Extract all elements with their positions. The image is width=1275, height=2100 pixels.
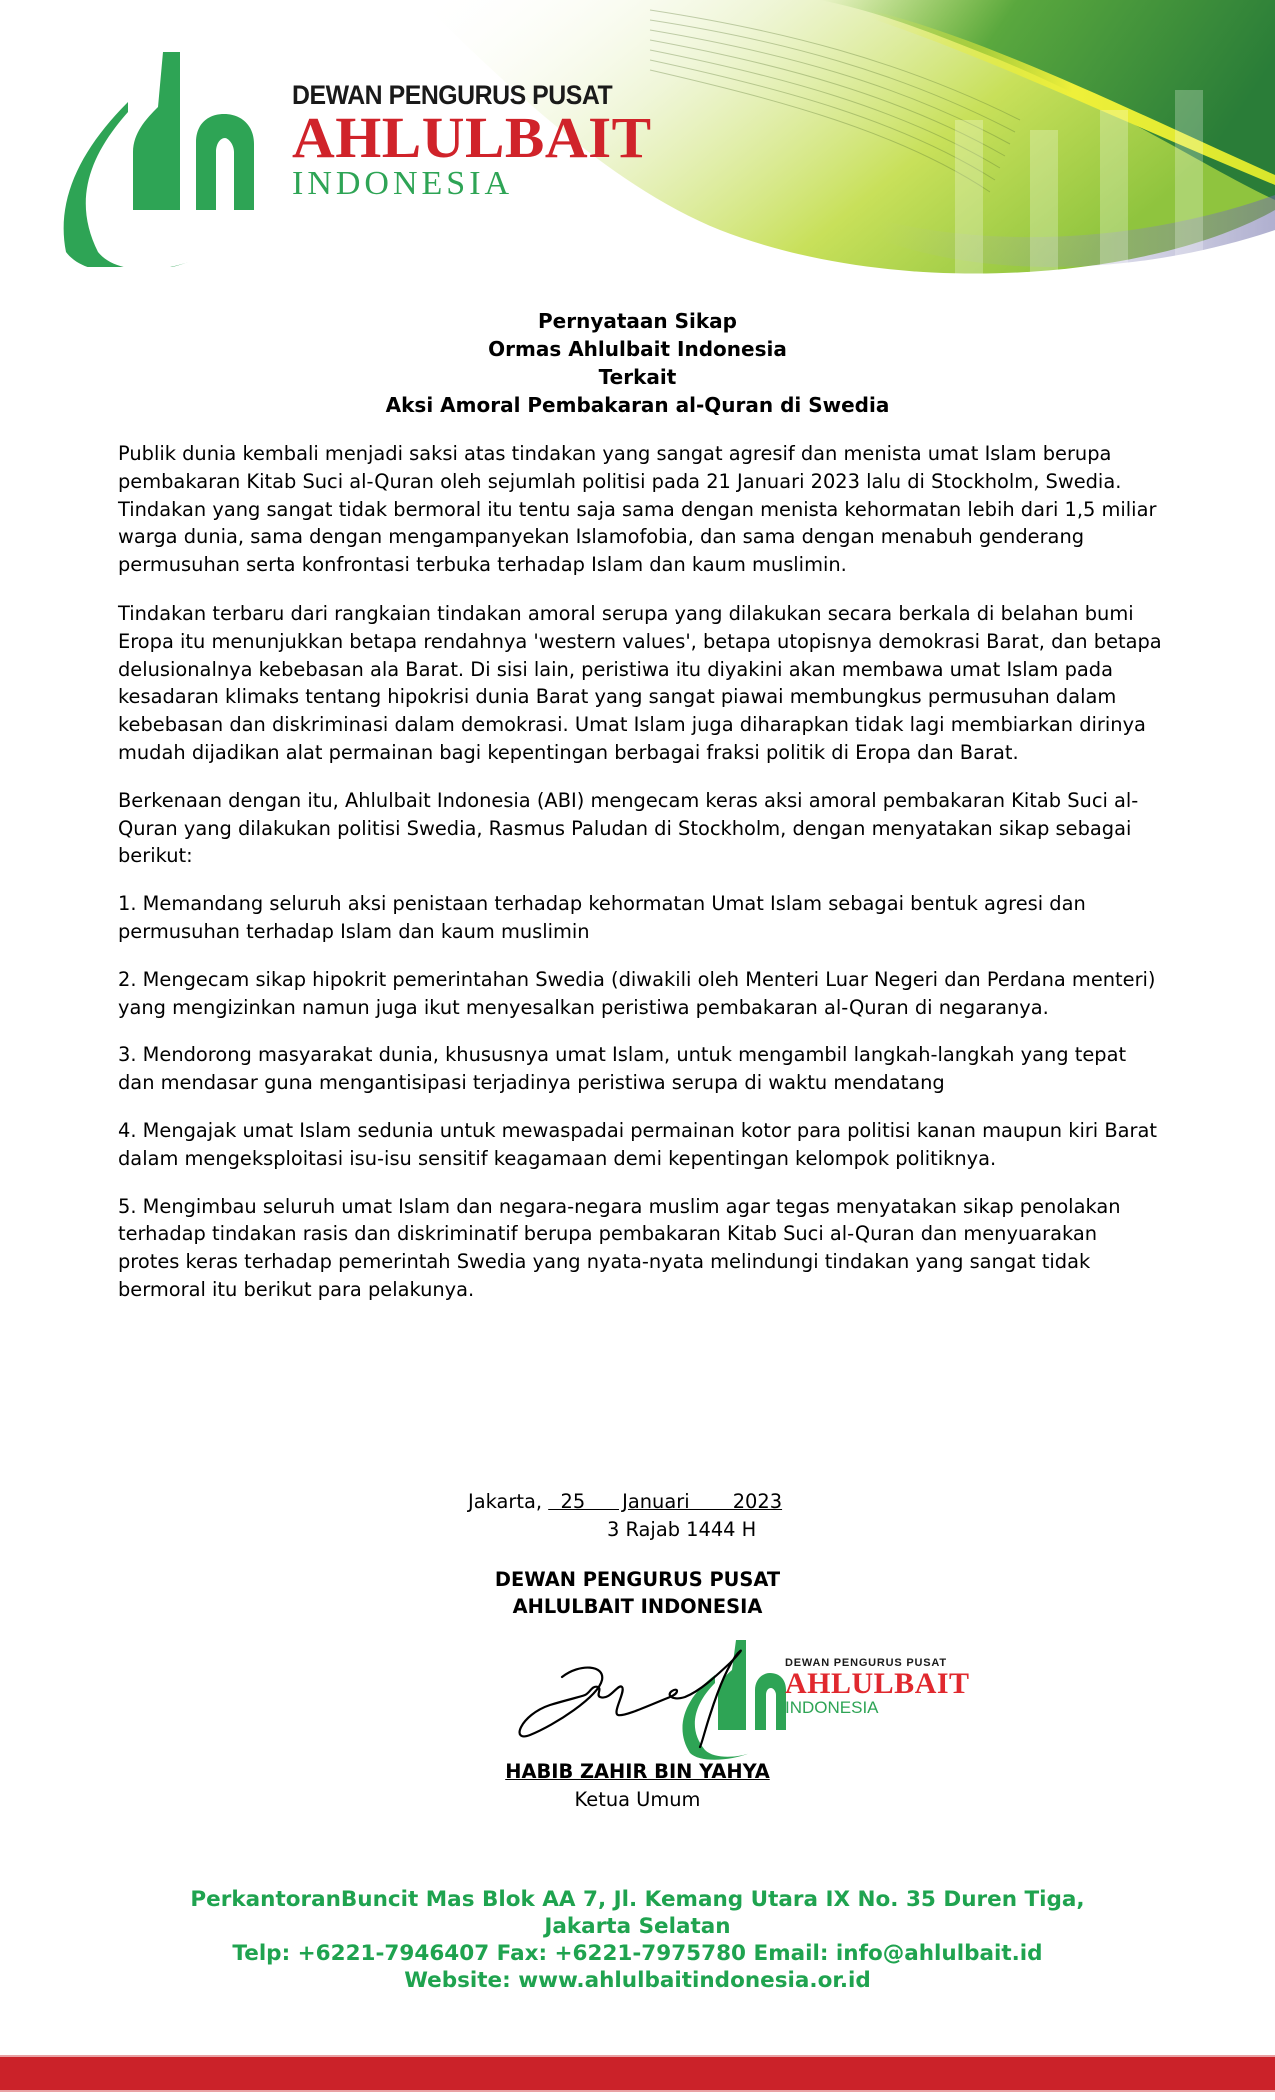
org-line-2: AHLULBAIT INDONESIA (512, 1595, 763, 1618)
signer-title: Ketua Umum (574, 1788, 701, 1811)
logo-dpp-text: DEWAN PENGURUS PUSAT (292, 80, 613, 110)
logo-ahlulbait-text: AHLULBAIT (292, 105, 652, 170)
signer-name: HABIB ZAHIR BIN YAHYA (505, 1760, 770, 1783)
signer (0, 1758, 1275, 1814)
stamp-ahlulbait-text: AHLULBAIT (785, 1667, 970, 1700)
document-title (0, 307, 1275, 419)
point-3: 3. Mendorong masyarakat dunia, khususnya umat Islam, untuk mengambil langkah-langkah yang tepat dan mendasar guna mengantisipasi terjadinya peristiwa serupa di waktu mendatang (118, 1043, 1127, 1095)
paragraph-context: Tindakan terbaru dari rangkaian tindakan amoral serupa yang dilakukan secara berkala di belahan bumi Eropa itu menunjukkan betapa rendahnya 'western values', betapa utopisnya demokrasi Barat, dan betapa delusionalnya kebebasan ala Barat. Di sisi lain, peristiwa itu diyakini akan membawa umat Islam pada kesadaran klimaks tentang hipokrisi dunia Barat yang sangat piawai membungkus permusuhan dalam kebebasan dan diskriminasi dalam demokrasi. Umat Islam juga diharapkan tidak lagi membiarkan dirinya mudah dijadikan alat permainan bagi kepentingan berbagai fraksi politik di Eropa dan Barat. (118, 601, 1162, 764)
title-line-2: Ormas Ahlulbait Indonesia (488, 337, 787, 361)
date-line (468, 1488, 782, 1516)
gregorian-date: 25 Januari 2023 (548, 1490, 783, 1513)
stamp-wordmark (785, 1657, 970, 1718)
footer-address-line-2: Jakarta Selatan (544, 1914, 731, 1939)
footer-address-line-1: PerkantoranBuncit Mas Blok AA 7, Jl. Kemang Utara IX No. 35 Duren Tiga, (190, 1887, 1085, 1912)
title-line-1: Pernyataan Sikap (538, 309, 737, 333)
logo-indonesia-text: INDONESIA (292, 165, 514, 202)
paragraph-statement: Berkenaan dengan itu, Ahlulbait Indonesia (ABI) mengecam keras aksi amoral pembakaran Kitab Suci al-Quran yang dilakukan politisi Swedia, Rasmus Paludan di Stockholm, dengan menyatakan sikap sebagai berikut: (118, 788, 1139, 868)
footer-contact: Telp: +6221-7946407 Fax: +6221-7975780 Email: info@ahlulbait.id (232, 1941, 1043, 1966)
stamp-dpp-text: DEWAN PENGURUS PUSAT (785, 1657, 947, 1669)
footer-red-bar (0, 2055, 1275, 2092)
document-body (118, 440, 1163, 1324)
letterhead-footer (0, 1886, 1275, 1994)
hijri-date: 3 Rajab 1444 H (607, 1518, 757, 1541)
footer-website: Website: www.ahlulbaitindonesia.or.id (404, 1968, 871, 1993)
point-4: 4. Mengajak umat Islam sedunia untuk mewaspadai permainan kotor para politisi kanan maupun kiri Barat dalam mengeksploitasi isu-isu sensitif keagamaan demi kepentingan kelompok politiknya. (118, 1118, 1157, 1170)
point-2: 2. Mengecam sikap hipokrit pemerintahan Swedia (diwakili oleh Menteri Luar Negeri dan Perdana menteri) yang mengizinkan namun juga ikut menyesalkan peristiwa pembakaran al-Quran di negaranya. (118, 967, 1156, 1019)
stamp-indonesia-text: INDONESIA (785, 1698, 879, 1717)
title-line-4: Aksi Amoral Pembakaran al-Quran di Swedia (385, 393, 890, 417)
org-line-1: DEWAN PENGURUS PUSAT (494, 1568, 781, 1591)
organization-name (0, 1566, 1275, 1620)
point-1: 1. Memandang seluruh aksi penistaan terhadap kehormatan Umat Islam sebagai bentuk agresi dan permusuhan terhadap Islam dan kaum muslimin (118, 892, 1086, 943)
title-line-3: Terkait (598, 365, 677, 389)
logo-wordmark (292, 78, 652, 204)
letterhead-header (0, 0, 1275, 300)
point-5: 5. Mengimbau seluruh umat Islam dan negara-negara muslim agar tegas menyatakan sikap penolakan terhadap tindakan rasis dan diskriminatif berupa pembakaran Kitab Suci al-Quran dan menyuarakan protes keras terhadap pemerintah Swedia yang nyata-nyata melindungi tindakan yang sangat tidak bermoral itu berikut para pelakunya. (118, 1194, 1121, 1301)
ahlulbait-logo-icon (58, 52, 268, 267)
place-label: Jakarta, (468, 1490, 549, 1513)
paragraph-intro: Publik dunia kembali menjadi saksi atas tindakan yang sangat agresif dan menista umat Islam berupa pembakaran Kitab Suci al-Quran oleh sejumlah politisi pada 21 Januari 2023 lalu di Stockholm, Swedia. Tindakan yang sangat tidak bermoral itu tentu saja sama dengan menista kehormatan lebih dari 1,5 miliar warga dunia, sama dengan mengampanyekan Islamofobia, dan sama dengan menabuh genderang permusuhan serta konfrontasi terbuka terhadap Islam dan kaum muslimin. (118, 442, 1157, 577)
signature-stroke (520, 1651, 741, 1747)
